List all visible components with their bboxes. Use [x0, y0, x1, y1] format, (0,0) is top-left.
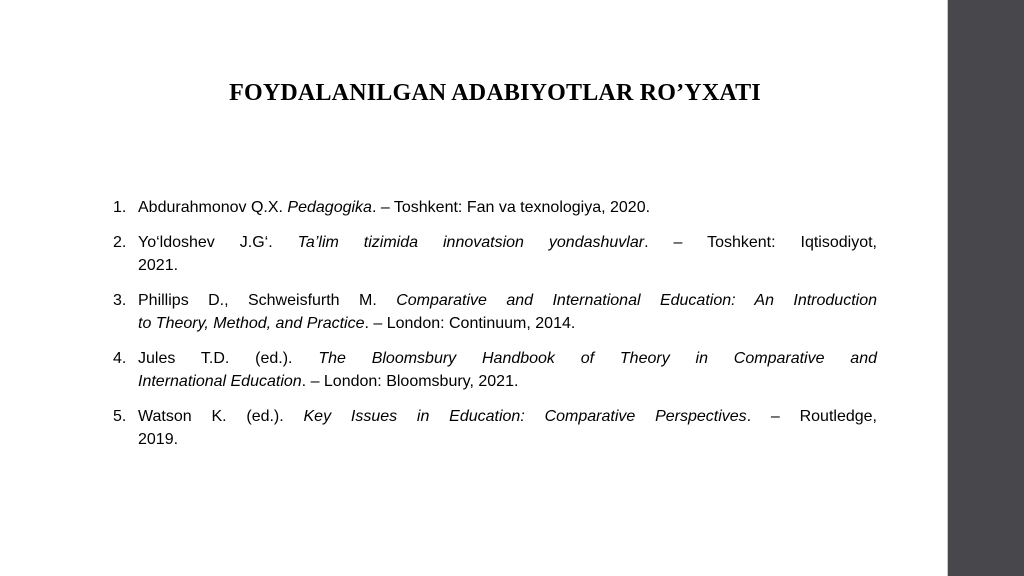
reference-line — [138, 231, 877, 254]
text-segment: Ta’lim tizimida innovatsion yondashuvlar — [297, 234, 645, 251]
text-segment: Jules T.D. (ed.). — [138, 350, 319, 367]
text-segment: International Education — [138, 373, 302, 390]
text-segment: to Theory, Method, and Practice — [138, 315, 365, 332]
reference-number: 5. — [113, 408, 127, 425]
reference-line — [138, 254, 877, 277]
reference-line — [138, 347, 877, 370]
right-accent-bar — [947, 0, 1024, 576]
reference-number: 2. — [113, 234, 127, 251]
text-segment: Comparative and International Education: An Introduction — [396, 292, 878, 309]
text-segment: Pedagogika — [287, 199, 372, 216]
reference-number: 4. — [113, 350, 127, 367]
reference-number: 3. — [113, 292, 127, 309]
text-segment: Abdurahmonov Q.X. — [138, 199, 288, 216]
reference-line — [138, 370, 877, 393]
reference-item — [113, 289, 877, 335]
reference-line — [138, 428, 877, 451]
text-segment: Watson K. (ed.). — [138, 408, 304, 425]
reference-item — [113, 231, 877, 277]
text-segment: 2019. — [138, 431, 179, 448]
reference-line — [138, 289, 877, 312]
text-segment: . – Routledge, — [746, 408, 877, 425]
text-segment: The Bloomsbury Handbook of Theory in Comparative and — [318, 350, 878, 367]
text-segment: . – Toshkent: Fan va texnologiya, 2020. — [371, 199, 651, 216]
references-list — [113, 196, 877, 463]
text-segment: . – London: Continuum, 2014. — [364, 315, 576, 332]
reference-number: 1. — [113, 199, 127, 216]
text-segment: . – Toshkent: Iqtisodiyot, — [644, 234, 877, 251]
text-segment: Phillips D., Schweisfurth M. — [138, 292, 397, 309]
text-segment: 2021. — [138, 257, 179, 274]
slide-title: FOYDALANILGAN ADABIYOTLAR RO’YXATI — [229, 80, 761, 106]
text-segment: Key Issues in Education: Comparative Perspectives — [303, 408, 747, 425]
reference-line — [138, 405, 877, 428]
reference-item — [113, 405, 877, 451]
reference-item — [113, 196, 877, 219]
reference-line — [138, 312, 877, 335]
text-segment: Yo‘ldoshev J.G‘. — [138, 234, 298, 251]
text-segment: . – London: Bloomsbury, 2021. — [301, 373, 519, 390]
reference-line — [138, 196, 877, 219]
reference-item — [113, 347, 877, 393]
